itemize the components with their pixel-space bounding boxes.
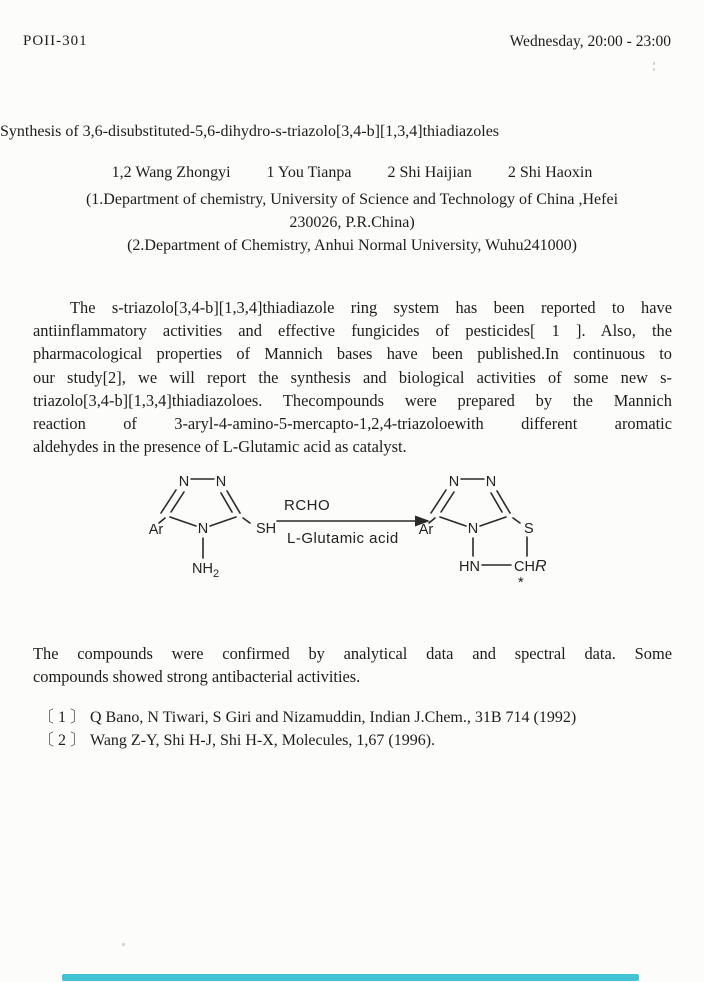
amine-label (192, 561, 219, 580)
reagent-above-arrow: RCHO (284, 497, 331, 514)
abstract-line: The s-triazolo[3,4-b][1,3,4]thiadiazole ring system has been reported to have (70, 298, 672, 317)
affiliation-line: (2.Department of Chemistry, Anhui Normal University, Wuhu241000) (127, 237, 577, 254)
ch-part: CH (514, 559, 535, 575)
scan-speckle (122, 943, 125, 946)
abstract-paragraph (33, 296, 672, 458)
abstract-line: aldehydes in the presence of L-Glutamic acid as catalyst. (33, 437, 407, 457)
author-list (0, 164, 704, 182)
abstract-line: triazolo[3,4-b][1,3,4]thiadiazoloes. Thecompounds were prepared by the Mannich (33, 390, 672, 410)
abstract-line: reaction of 3-aryl-4-amino-5-mercapto-1,2,4-triazoloewith different aromatic (33, 414, 672, 434)
abstract-line: our study[2], we will report the synthesis and biological activities of some new s- (33, 367, 672, 387)
author-item: 1,2 Wang Zhongyi (111, 164, 231, 181)
catalyst-below-arrow: L-Glutamic acid (287, 530, 399, 547)
nitrogen-label: N (215, 474, 227, 490)
author-item: 2 Shi Haoxin (507, 164, 593, 181)
results-paragraph (33, 642, 672, 688)
scan-speckle (653, 68, 655, 71)
session-code: POII-301 (23, 33, 88, 49)
aryl-label: Ar (148, 522, 164, 538)
ring-nitrogen-label: N (197, 521, 209, 537)
sulfur-label: S (524, 521, 534, 537)
abstract-line: pharmacological properties of Mannich bases have been published.In continuous to (33, 344, 672, 364)
amine-nh: NH (192, 561, 213, 577)
aryl-label: Ar (418, 522, 434, 538)
author-item: 1 You Tianpa (266, 164, 352, 181)
paper-title: Synthesis of 3,6-disubstituted-5,6-dihydro-s-triazolo[3,4-b][1,3,4]thiadiazoles (0, 123, 500, 140)
hn-label: HN (459, 559, 480, 575)
reference-list (38, 706, 678, 752)
reference-item: 〔 2 〕 Wang Z-Y, Shi H-J, Shi H-X, Molecules, 1,67 (1996). (38, 732, 436, 749)
reference-item: 〔 1 〕 Q Bano, N Tiwari, S Giri and Nizamuddin, Indian J.Chem., 31B 714 (1992) (38, 709, 577, 726)
nitrogen-label: N (178, 474, 190, 490)
reaction-scheme (0, 452, 704, 612)
nitrogen-label: N (448, 474, 460, 490)
affiliation-line: (1.Department of chemistry, University of Science and Technology of China ,Hefei (85, 191, 619, 208)
r-group: R (534, 558, 547, 575)
nitrogen-label: N (485, 474, 497, 490)
author-item: 2 Shi Haijian (387, 164, 472, 181)
ring-nitrogen-label: N (467, 521, 479, 537)
abstract-line: antiinflammatory activities and effective fungicides of pesticides[ 1 ]. Also, the (33, 321, 672, 341)
affiliation-line: 230026, P.R.China) (289, 214, 415, 231)
scan-speckle (653, 62, 655, 65)
results-line: compounds showed strong antibacterial activities. (33, 667, 361, 687)
thiol-label: SH (256, 521, 277, 537)
affiliation-block (0, 188, 704, 257)
session-schedule: Wednesday, 20:00 - 23:00 (509, 33, 671, 50)
chr-label (514, 558, 547, 575)
amine-subscript: 2 (212, 568, 220, 580)
scanner-artifact-bar (62, 974, 639, 981)
stereo-mark: * (518, 575, 524, 591)
results-line: The compounds were confirmed by analytical data and spectral data. Some (33, 644, 672, 663)
